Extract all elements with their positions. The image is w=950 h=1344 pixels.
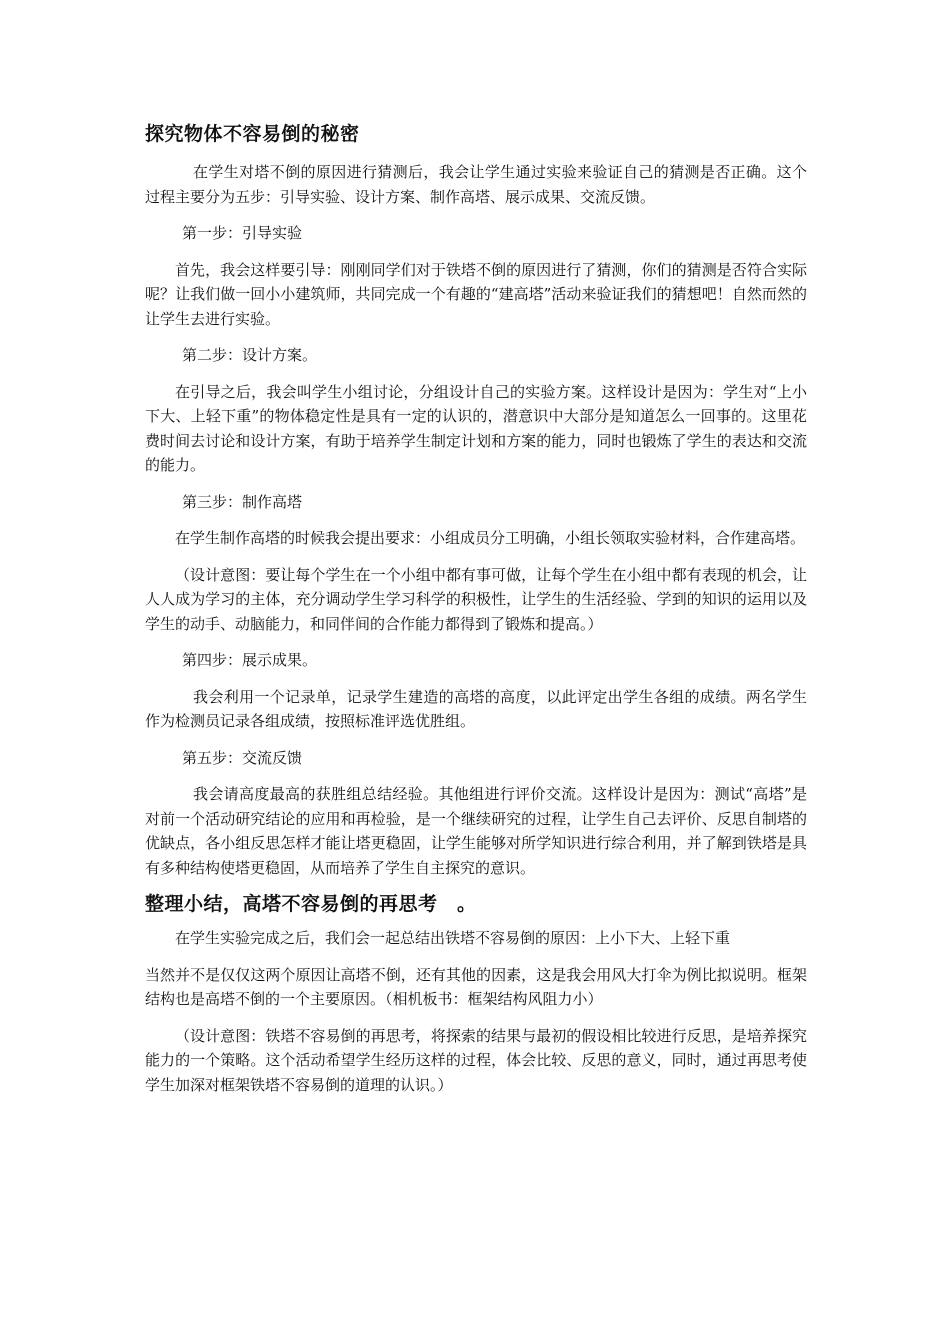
document-content [145,120,807,1097]
step1-paragraph: 首先，我会这样要引导：刚刚同学们对于铁塔不倒的原因进行了猜测，你们的猜测是否符合实际呢？让我们做一回小小建筑师，共同完成一个有趣的“建高塔”活动来验证我们的猜想吧！自然而然的让学生去进行实验。 [145,260,807,328]
step3-title: 第三步：制作高塔 [182,492,303,511]
step3-design-note: （设计意图：要让每个学生在一个小组中都有事可做，让每个学生在小组中都有表现的机会，让人人成为学习的主体，充分调动学生学习科学的积极性，让学生的生活经验、学到的知识的运用以及学生的动手、动脑能力，和同伴间的合作能力都得到了锻炼和提高。） [145,565,807,633]
summary-paragraph-2: 当然并不是仅仅这两个原因让高塔不倒，还有其他的因素，这是我会用风大打伞为例比拟说明。框架结构也是高塔不倒的一个主要原因。（相机板书：框架结构风阻力小） [145,965,807,1008]
step1-title: 第一步：引导实验 [182,224,303,242]
step5-paragraph: 我会请高度最高的获胜组总结经验。其他组进行评价交流。这样设计是因为：测试“高塔”是对前一个活动研究结论的应用和再检验，是一个继续研究的过程，让学生自己去评价、反思自制塔的优缺点，各小组反思怎样才能让塔更稳固，让学生能够对所学知识进行综合利用，并了解到铁塔是具有多种结构使塔更稳固，从而培养了学生自主探究的意识。 [145,785,807,877]
summary-paragraph-1: 在学生实验完成之后，我们会一起总结出铁塔不容易倒的原因：上小下大、上轻下重 [175,929,731,947]
section-heading-summary: 整理小结，高塔不容易倒的再思考 。 [145,893,477,915]
step2-title: 第二步：设计方案。 [182,346,318,364]
step3-paragraph: 在学生制作高塔的时候我会提出要求：小组成员分工明确，小组长领取实验材料，合作建高塔。 [175,529,806,547]
summary-design-note: （设计意图：铁塔不容易倒的再思考，将探索的结果与最初的假设相比较进行反思，是培养探究能力的一个策略。这个活动希望学生经历这样的过程，体会比较、反思的意义，同时，通过再思考使学生加深对框架铁塔不容易倒的道理的认识。） [145,1026,807,1094]
step5-title: 第五步：交流反馈 [182,748,303,767]
step4-title: 第四步：展示成果。 [182,651,318,669]
section-heading-explore: 探究物体不容易倒的秘密 [145,123,360,145]
step2-paragraph: 在引导之后，我会叫学生小组讨论，分组设计自己的实验方案。这样设计是因为：学生对“上小下大、上轻下重”的物体稳定性是具有一定的认识的，潜意识中大部分是知道怎么一回事的。这里花费时间去讨论和设计方案，有助于培养学生制定计划和方案的能力，同时也锻炼了学生的表达和交流的能力。 [145,382,807,474]
intro-paragraph: 在学生对塔不倒的原因进行猜测后，我会让学生通过实验来验证自己的猜测是否正确。这个过程主要分为五步：引导实验、设计方案、制作高塔、展示成果、交流反馈。 [145,163,807,206]
step4-paragraph: 我会利用一个记录单，记录学生建造的高塔的高度，以此评定出学生各组的成绩。两名学生作为检测员记录各组成绩，按照标准评选优胜组。 [145,687,807,730]
